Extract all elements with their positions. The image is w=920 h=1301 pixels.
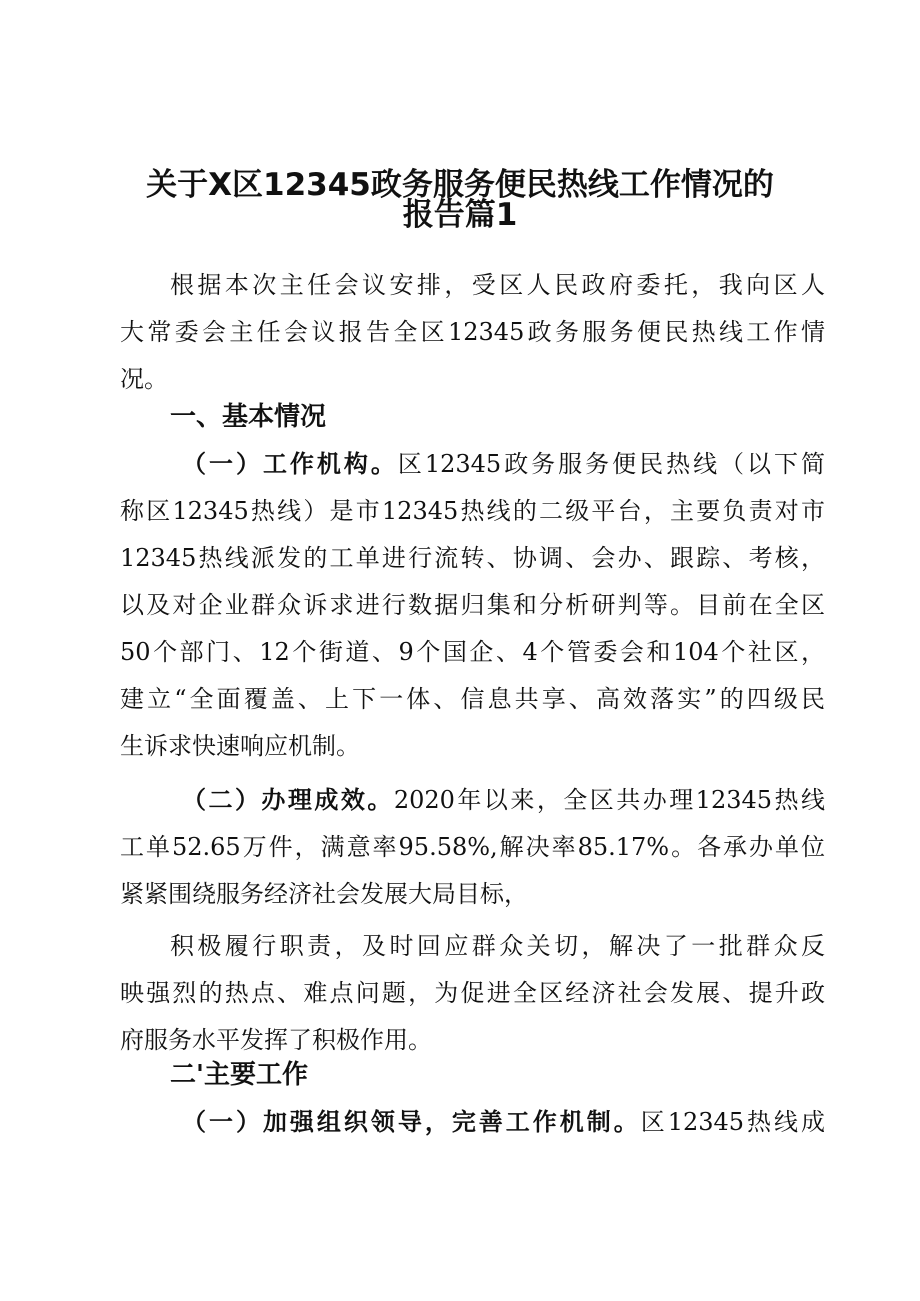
s1p1-lead: （一）工作机构。 bbox=[182, 450, 398, 478]
s1p2-line-1-text: 2020年以来，全区共办理12345热线 bbox=[393, 786, 825, 814]
s2p1-lead: （一）加强组织领导，完善工作机制。 bbox=[182, 1108, 641, 1136]
intro-line-3: 况。 bbox=[120, 365, 168, 393]
s1p2-line-3: 紧紧围绕服务经济社会发展大局目标， bbox=[120, 880, 528, 908]
s1p1-line-5: 50个部门、12个街道、9个国企、4个管委会和104个社区， bbox=[120, 638, 825, 666]
s1p1-line-3: 12345热线派发的工单进行流转、协调、会办、跟踪、考核， bbox=[120, 544, 825, 572]
s1p3-line-3: 府服务水平发挥了积极作用。 bbox=[120, 1026, 432, 1054]
s1p1-line-7: 生诉求快速响应机制。 bbox=[120, 732, 360, 760]
s2p1-line-1-text: 区12345热线成 bbox=[640, 1108, 825, 1136]
s1p2-line-2: 工单52.65万件，满意率95.58%,解决率85.17%。各承办单位 bbox=[120, 833, 825, 861]
s1p1-line-1-text: 区12345政务服务便民热线（以下简 bbox=[397, 450, 825, 478]
intro-line-2: 大常委会主任会议报告全区12345政务服务便民热线工作情 bbox=[120, 318, 825, 346]
document-title-line-1: 关于X区12345政务服务便民热线工作情况的 bbox=[146, 167, 774, 203]
document-title-line-2: 报告篇1 bbox=[402, 197, 518, 233]
s1p1-line-1 bbox=[182, 447, 825, 481]
s1p1-line-4: 以及对企业群众诉求进行数据归集和分析研判等。目前在全区 bbox=[120, 591, 825, 619]
s1p1-line-2: 称区12345热线）是市12345热线的二级平台，主要负责对市 bbox=[120, 497, 825, 525]
s1p3-line-2: 映强烈的热点、难点问题，为促进全区经济社会发展、提升政 bbox=[120, 979, 825, 1007]
s1p1-line-6: 建立“全面覆盖、上下一体、信息共享、高效落实”的四级民 bbox=[120, 685, 825, 713]
s2p1-line-1 bbox=[182, 1105, 825, 1139]
section-1-heading: 一、基本情况 bbox=[170, 402, 327, 432]
s1p2-line-1 bbox=[182, 783, 825, 817]
s1p2-lead: （二）办理成效。 bbox=[182, 786, 394, 814]
intro-line-1: 根据本次主任会议安排，受区人民政府委托，我向区人 bbox=[170, 271, 825, 299]
section-2-heading: 二'主要工作 bbox=[170, 1060, 308, 1090]
s1p3-line-1: 积极履行职责，及时回应群众关切，解决了一批群众反 bbox=[170, 932, 825, 960]
